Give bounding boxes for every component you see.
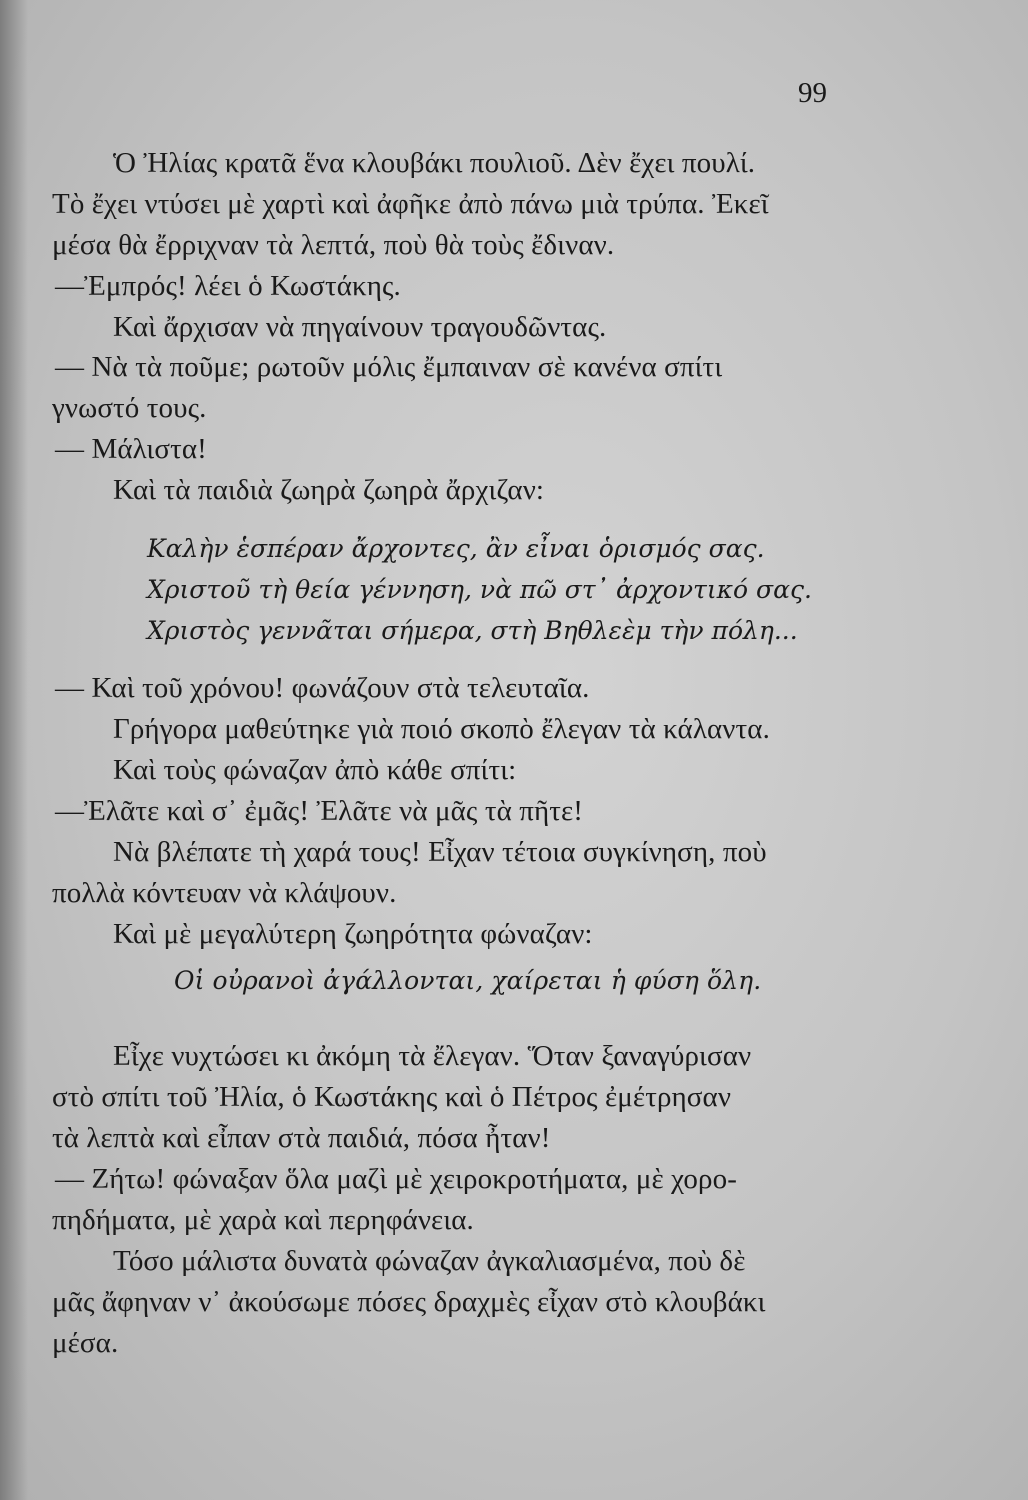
poem-line-4: Οἱ οὐρανοὶ ἀγάλλονται, χαίρεται ἡ φύση ὅλη. — [174, 966, 762, 995]
text-line-16: —Ἐλᾶτε καὶ σ᾽ ἐμᾶς! Ἐλᾶτε νὰ μᾶς τὰ πῆτε! — [55, 795, 584, 827]
text-line-27: μᾶς ἄφηναν ν᾽ ἀκούσωμε πόσες δραχμὲς εἶχαν στὸ κλουβάκι — [52, 1286, 766, 1318]
text-line-22: στὸ σπίτι τοῦ Ἠλία, ὁ Κωστάκης καὶ ὁ Πέτρος ἐμέτρησαν — [52, 1081, 732, 1113]
text-line-18: πολλὰ κόντευαν νὰ κλάψουν. — [52, 877, 397, 909]
text-line-21: Εἶχε νυχτώσει κι ἀκόμη τὰ ἔλεγαν. Ὅταν ξαναγύρισαν — [113, 1040, 752, 1072]
text-line-7: γνωστό τους. — [52, 392, 207, 424]
text-line-1: Ὁ Ἠλίας κρατᾶ ἕνα κλουβάκι πουλιοῦ. Δὲν ἔχει πουλί. — [113, 147, 756, 179]
text-line-25: πηδήματα, μὲ χαρὰ καὶ περηφάνεια. — [52, 1204, 474, 1236]
text-line-6: — Νὰ τὰ ποῦμε; ρωτοῦν μόλις ἔμπαιναν σὲ κανένα σπίτι — [55, 351, 723, 383]
text-line-14: Γρήγορα μαθεύτηκε γιὰ ποιό σκοπὸ ἔλεγαν τὰ κάλαντα. — [113, 713, 770, 745]
poem-line-3: Χριστὸς γεννᾶται σήμερα, στὴ Βηθλεὲμ τὴν πόλη... — [147, 616, 798, 645]
page-edge-shadow — [0, 0, 28, 1500]
text-line-5: Καὶ ἄρχισαν νὰ πηγαίνουν τραγουδῶντας. — [113, 311, 607, 343]
text-line-8: — Μάλιστα! — [55, 433, 207, 465]
text-line-3: μέσα θὰ ἔρριχναν τὰ λεπτά, ποὺ θὰ τοὺς ἔδιναν. — [52, 229, 615, 261]
text-line-17: Νὰ βλέπατε τὴ χαρά τους! Εἶχαν τέτοια συγκίνηση, ποὺ — [113, 836, 767, 868]
text-line-2: Τὸ ἔχει ντύσει μὲ χαρτὶ καὶ ἀφῆκε ἀπὸ πάνω μιὰ τρύπα. Ἐκεῖ — [52, 188, 769, 220]
text-line-28: μέσα. — [52, 1327, 119, 1359]
text-line-23: τὰ λεπτὰ καὶ εἶπαν στὰ παιδιά, πόσα ἦταν! — [52, 1122, 551, 1154]
text-line-4: —Ἐμπρός! λέει ὁ Κωστάκης. — [55, 270, 401, 302]
text-line-24: — Ζήτω! φώναξαν ὅλα μαζὶ μὲ χειροκροτήματα, μὲ χορο- — [55, 1163, 737, 1195]
poem-line-2: Χριστοῦ τὴ θεία γέννηση, νὰ πῶ στ᾽ ἀρχοντικό σας. — [147, 575, 812, 604]
text-line-15: Καὶ τοὺς φώναζαν ἀπὸ κάθε σπίτι: — [113, 754, 517, 786]
text-line-19: Καὶ μὲ μεγαλύτερη ζωηρότητα φώναζαν: — [113, 918, 593, 950]
poem-line-1: Καλὴν ἑσπέραν ἄρχοντες, ἂν εἶναι ὁρισμός σας. — [147, 534, 765, 563]
text-line-26: Τόσο μάλιστα δυνατὰ φώναζαν ἀγκαλιασμένα, ποὺ δὲ — [113, 1245, 746, 1277]
text-line-9: Καὶ τὰ παιδιὰ ζωηρὰ ζωηρὰ ἄρχιζαν: — [113, 474, 545, 506]
text-line-13: — Καὶ τοῦ χρόνου! φωνάζουν στὰ τελευταῖα. — [55, 672, 590, 704]
page-number: 99 — [798, 77, 827, 109]
